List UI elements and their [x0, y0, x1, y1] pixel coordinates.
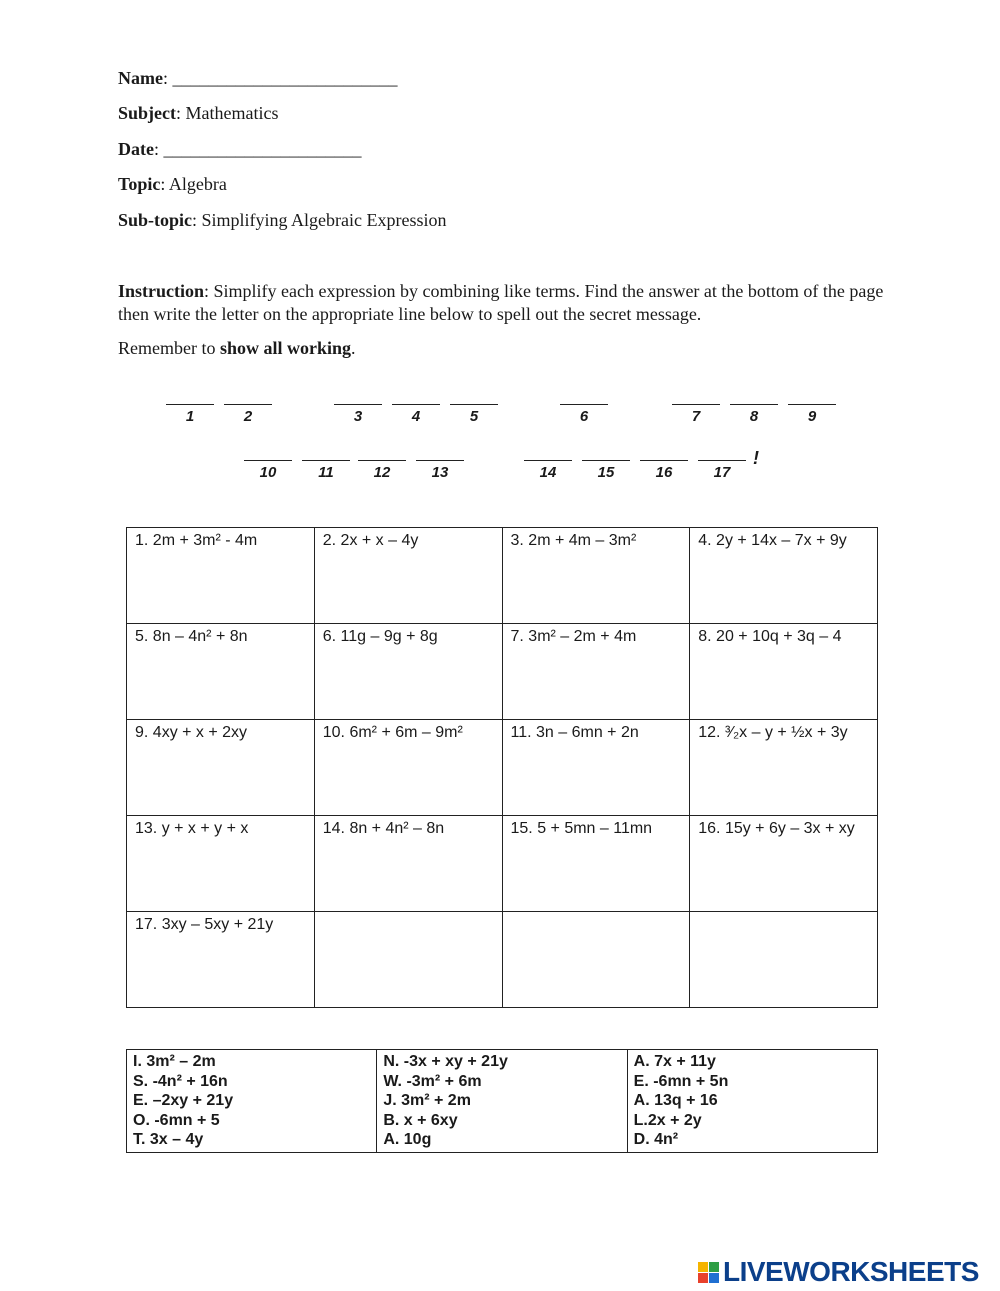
answer-option: B. x + 6xy	[383, 1111, 458, 1129]
instruction: Instruction: Simplify each expression by combining like terms. Find the answer at the bottom of the page then write the letter on the appropriate line below to spell out the secret message.	[118, 281, 884, 324]
answer-option: T. 3x – 4y	[133, 1131, 204, 1148]
topic-line: Topic: Algebra	[118, 174, 227, 194]
blank-number: 8	[749, 408, 759, 425]
problem-cell[interactable]: 16. 15y + 6y – 3x + xy	[690, 816, 878, 912]
subject-line: Subject: Mathematics	[118, 103, 279, 123]
problem-cell[interactable]: 5. 8n – 4n² + 8n	[127, 624, 315, 720]
name-line: Name: _________________________	[118, 68, 398, 88]
answer-blank[interactable]	[672, 404, 720, 425]
problem-cell[interactable]: 2. 2x + x – 4y	[314, 528, 502, 624]
problem-cell[interactable]	[502, 912, 690, 1008]
answer-blank[interactable]	[224, 404, 272, 425]
answer-option: J. 3m² + 2m	[383, 1092, 471, 1109]
problem-cell[interactable]: 11. 3n – 6mn + 2n	[502, 720, 690, 816]
problem-cell[interactable]: 6. 11g – 9g + 8g	[314, 624, 502, 720]
answer-option: W. -3m² + 6m	[383, 1072, 482, 1090]
blank-number: 3	[353, 408, 363, 425]
answer-blank[interactable]	[524, 460, 572, 481]
answer-blank[interactable]	[392, 404, 440, 425]
answer-option: I. 3m² – 2m	[133, 1053, 216, 1070]
answer-option: E. -6mn + 5n	[633, 1072, 729, 1090]
blank-number: 7	[691, 408, 701, 425]
blank-number: 16	[655, 464, 673, 481]
answer-blank[interactable]	[244, 460, 292, 481]
answer-blank[interactable]	[698, 460, 746, 481]
problem-cell[interactable]: 10. 6m² + 6m – 9m²	[314, 720, 502, 816]
problem-cell[interactable]: 3. 2m + 4m – 3m²	[502, 528, 690, 624]
problem-cell[interactable]: 7. 3m² – 2m + 4m	[502, 624, 690, 720]
blank-number: 9	[807, 408, 817, 425]
blank-number: 13	[431, 464, 449, 481]
blank-number: 11	[318, 464, 334, 481]
blank-number: 10	[259, 464, 277, 481]
blank-number: 6	[579, 408, 589, 425]
logo-mark-icon	[698, 1262, 719, 1283]
problem-cell[interactable]: 12. ³⁄₂x – y + ½x + 3y	[690, 720, 878, 816]
answer-blank[interactable]	[582, 460, 630, 481]
answer-blank[interactable]	[358, 460, 406, 481]
problem-cell[interactable]: 9. 4xy + x + 2xy	[127, 720, 315, 816]
answer-blank[interactable]	[302, 460, 350, 481]
answer-option: S. -4n² + 16n	[133, 1072, 228, 1090]
answer-option: A. 13q + 16	[633, 1092, 718, 1109]
problem-grid	[126, 527, 878, 1008]
exclamation-mark: !	[753, 448, 759, 468]
answer-blank[interactable]	[640, 460, 688, 481]
blank-number: 15	[597, 464, 615, 481]
answer-column	[627, 1050, 877, 1153]
blank-number: 14	[539, 464, 557, 481]
answer-blank[interactable]	[730, 404, 778, 425]
answer-key	[126, 1049, 878, 1153]
answer-option: A. 7x + 11y	[633, 1053, 716, 1070]
answer-blank[interactable]	[334, 404, 382, 425]
answer-blank[interactable]	[560, 404, 608, 425]
problem-cell[interactable]: 8. 20 + 10q + 3q – 4	[690, 624, 878, 720]
answer-option: E. –2xy + 21y	[133, 1092, 234, 1109]
problem-cell[interactable]: 13. y + x + y + x	[127, 816, 315, 912]
subtopic-line: Sub-topic: Simplifying Algebraic Expression	[118, 210, 447, 230]
answer-blank[interactable]	[416, 460, 464, 481]
answer-blank[interactable]	[788, 404, 836, 425]
answer-option: D. 4n²	[633, 1131, 679, 1148]
answer-option: L.2x + 2y	[633, 1111, 702, 1129]
problem-cell[interactable]: 1. 2m + 3m² - 4m	[127, 528, 315, 624]
blank-number: 2	[243, 408, 253, 425]
date-line: Date: ______________________	[118, 139, 362, 159]
problem-cell[interactable]	[690, 912, 878, 1008]
blank-number: 12	[373, 464, 391, 481]
problem-cell[interactable]	[314, 912, 502, 1008]
answer-column	[127, 1050, 377, 1153]
blank-number: 4	[411, 408, 421, 425]
answer-option: O. -6mn + 5	[133, 1111, 220, 1129]
logo-text: LIVEWORKSHEETS	[723, 1256, 979, 1287]
problem-cell[interactable]: 4. 2y + 14x – 7x + 9y	[690, 528, 878, 624]
answer-option: N. -3x + xy + 21y	[383, 1053, 508, 1070]
answer-blank[interactable]	[450, 404, 498, 425]
blank-number: 1	[185, 408, 195, 425]
liveworksheets-logo	[698, 1256, 979, 1288]
answer-blank[interactable]	[166, 404, 214, 425]
problem-cell[interactable]: 17. 3xy – 5xy + 21y	[127, 912, 315, 1008]
remember-note: Remember to show all working.	[118, 338, 356, 358]
answer-option: A. 10g	[383, 1131, 432, 1148]
problem-cell[interactable]: 15. 5 + 5mn – 11mn	[502, 816, 690, 912]
answer-column	[377, 1050, 627, 1153]
problem-cell[interactable]: 14. 8n + 4n² – 8n	[314, 816, 502, 912]
blank-number: 17	[713, 464, 731, 481]
blank-number: 5	[469, 408, 479, 425]
